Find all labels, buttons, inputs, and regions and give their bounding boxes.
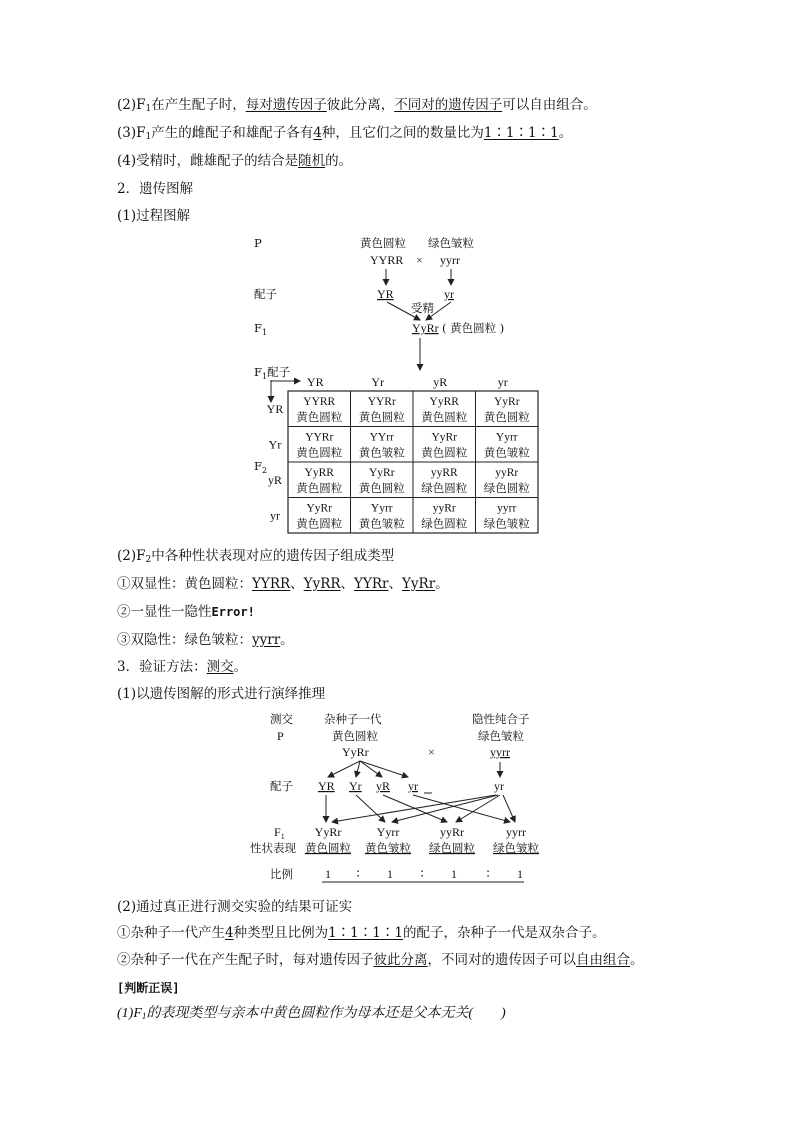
column-gamete-1: Yr <box>371 375 385 389</box>
cell-phenotype: 黄色圆粒 <box>296 410 343 424</box>
line-double-dominant: ①双显性：黄色圆粒：YYRR、YyRR、YYRr、YyRr。 <box>117 576 449 592</box>
cell-phenotype: 黄色圆粒 <box>296 516 343 531</box>
cell-genotype: yyRR <box>430 467 458 479</box>
offspring-phenotype: 绿色圆粒 <box>429 841 475 855</box>
p-label-2: P <box>277 729 284 743</box>
column-gamete-3: yr <box>497 375 508 389</box>
ratio-item: ∶ <box>486 867 490 881</box>
cell-phenotype: 绿色圆粒 <box>421 481 468 495</box>
fertilization-label: 受精 <box>411 301 434 315</box>
heading-f2-genotypes: $(2)F_2$中各种性状表现对应的遗传因子组成类型 <box>117 548 395 565</box>
f1-genotype: YyRr <box>412 321 439 335</box>
line-f1-gametes: $(2)F_1$在产生配子时，每对遗传因子彼此分离，不同对的遗传因子可以自由组合。 <box>117 97 597 114</box>
cell-phenotype: 黄色圆粒 <box>358 410 405 424</box>
judge-heading: [判断正误] <box>117 981 180 995</box>
cell-genotype: Yyrr <box>495 431 518 444</box>
testcross-offspring <box>305 825 539 855</box>
hybrid-genotype: YyRr <box>342 745 369 759</box>
heading-genetic-diagram: 2．遗传图解 <box>117 181 194 197</box>
ratio-item: 1 <box>451 867 457 881</box>
tc-f1-label: $F_1$ <box>274 825 285 841</box>
cross-symbol-2: × <box>428 745 435 759</box>
trait-label: 性状表现 <box>250 841 296 855</box>
cell-phenotype: 黄色皱粒 <box>358 445 405 460</box>
gamete-YR: YR <box>377 287 394 301</box>
tc-gamete-yR: yR <box>376 779 391 793</box>
cell-genotype: YyRR <box>429 396 459 408</box>
cell-phenotype: 黄色圆粒 <box>358 481 405 495</box>
heading-process-diagram: (1)过程图解 <box>117 208 191 224</box>
cell-genotype: YyRr <box>431 431 458 444</box>
testcross-label: 测交 <box>270 712 293 726</box>
cell-genotype: YYRr <box>367 396 396 408</box>
recessive-label: 隐性纯合子 <box>472 712 530 726</box>
offspring-phenotype: 黄色圆粒 <box>305 841 351 855</box>
recessive-phenotype: 绿色皱粒 <box>478 729 524 743</box>
cell-phenotype: 黄色圆粒 <box>296 481 343 495</box>
tc-gamete-YR: YR <box>318 779 335 793</box>
hybrid-phenotype: 黄色圆粒 <box>332 729 378 743</box>
cell-phenotype: 黄色皱粒 <box>483 445 530 460</box>
cell-genotype: YYRr <box>305 431 334 444</box>
parent1-genotype: YYRR <box>370 253 404 267</box>
line-double-recessive: ③双隐性：绿色皱粒：yyrr。 <box>117 632 294 648</box>
cell-phenotype: 绿色皱粒 <box>483 516 530 531</box>
cell-genotype: yyRr <box>495 467 519 479</box>
cell-phenotype: 黄色圆粒 <box>421 445 468 460</box>
heading-deduction: (1)以遗传图解的形式进行演绎推理 <box>117 686 326 702</box>
cell-phenotype: 黄色圆粒 <box>483 410 530 424</box>
f1-label: $F_1$ <box>254 321 268 337</box>
cell-phenotype: 绿色圆粒 <box>421 516 468 531</box>
ratio-row <box>325 867 523 881</box>
column-gamete-0: YR <box>306 375 324 389</box>
f1-phenotype: ( 黄色圆粒 ) <box>442 321 505 335</box>
f1-gamete-label: $F_1$配子 <box>254 365 291 381</box>
heading-verification: 3．验证方法：测交。 <box>117 659 248 675</box>
tc-gamete-yr: yr <box>408 779 418 793</box>
row-gamete-2: yR <box>267 472 283 487</box>
cross-symbol: × <box>416 253 423 267</box>
row-gamete-0: YR <box>266 401 284 416</box>
offspring-phenotype: 绿色皱粒 <box>493 841 539 855</box>
ratio-label: 比例 <box>270 867 293 881</box>
ratio-item: 1 <box>325 867 331 881</box>
offspring-phenotype: 黄色皱粒 <box>365 841 411 855</box>
cell-genotype: YyRr <box>493 396 520 408</box>
cell-genotype: YYrr <box>369 431 394 444</box>
ratio-item: ∶ <box>356 867 360 881</box>
p-label: P <box>254 236 262 250</box>
tc-recessive-gamete: yr <box>494 779 504 793</box>
cell-genotype: YYRR <box>303 396 336 408</box>
cell-genotype: YyRR <box>304 467 334 479</box>
cell-phenotype: 黄色皱粒 <box>358 516 405 531</box>
gamete-label-2: 配子 <box>270 779 293 793</box>
offspring-genotype: YyRr <box>314 825 342 839</box>
parent1-phenotype: 黄色圆粒 <box>360 236 406 250</box>
offspring-genotype: Yyrr <box>376 825 400 839</box>
cell-phenotype: 黄色圆粒 <box>421 410 468 424</box>
cell-genotype: Yyrr <box>370 502 393 515</box>
ratio-item: ∶ <box>420 867 424 881</box>
line-gamete-ratio: $(3)F_1$产生的雌配子和雄配子各有4种，且它们之间的数量比为1∶1∶1∶1。 <box>117 125 573 142</box>
line-segregation: ②杂种子一代在产生配子时，每对遗传因子彼此分离，不同对的遗传因子可以自由组合。 <box>117 952 644 968</box>
ratio-item: 1 <box>387 867 393 881</box>
parent2-genotype: yyrr <box>440 253 460 267</box>
line-hybrid-gametes: ①杂种子一代产生4种类型且比例为1∶1∶1∶1的配子，杂种子一代是双杂合子。 <box>117 925 606 941</box>
offspring-genotype: yyrr <box>506 825 526 839</box>
hybrid-label: 杂种子一代 <box>324 712 382 726</box>
cell-genotype: yyRr <box>432 502 456 515</box>
column-gamete-2: yR <box>433 375 448 389</box>
recessive-genotype: yyrr <box>490 745 510 759</box>
ratio-item: 1 <box>517 867 523 881</box>
heading-confirmation: (2)通过真正进行测交实验的结果可证实 <box>117 899 353 915</box>
gamete-label: 配子 <box>254 287 277 301</box>
line-fertilization: (4)受精时，雌雄配子的结合是随机的。 <box>117 153 353 169</box>
cell-genotype: YyRr <box>368 467 395 479</box>
cell-phenotype: 黄色圆粒 <box>296 445 343 460</box>
parent2-phenotype: 绿色皱粒 <box>428 236 474 250</box>
row-gamete-1: Yr <box>268 437 282 452</box>
f2-label: $F_2$ <box>254 459 268 475</box>
judge-item-1: $(1)F_1$的表现类型与亲本中黄色圆粒作为母本还是父本无关( ) <box>117 1006 506 1021</box>
tc-gamete-Yr: Yr <box>349 779 362 793</box>
line-one-dominant: ②一显性一隐性Error! <box>117 604 255 620</box>
cell-genotype: YyRr <box>306 502 333 515</box>
cell-genotype: yyrr <box>497 502 517 515</box>
offspring-genotype: yyRr <box>440 825 464 839</box>
cell-phenotype: 绿色圆粒 <box>483 481 530 495</box>
gamete-yr: yr <box>444 287 454 301</box>
row-gamete-3: yr <box>270 508 280 523</box>
